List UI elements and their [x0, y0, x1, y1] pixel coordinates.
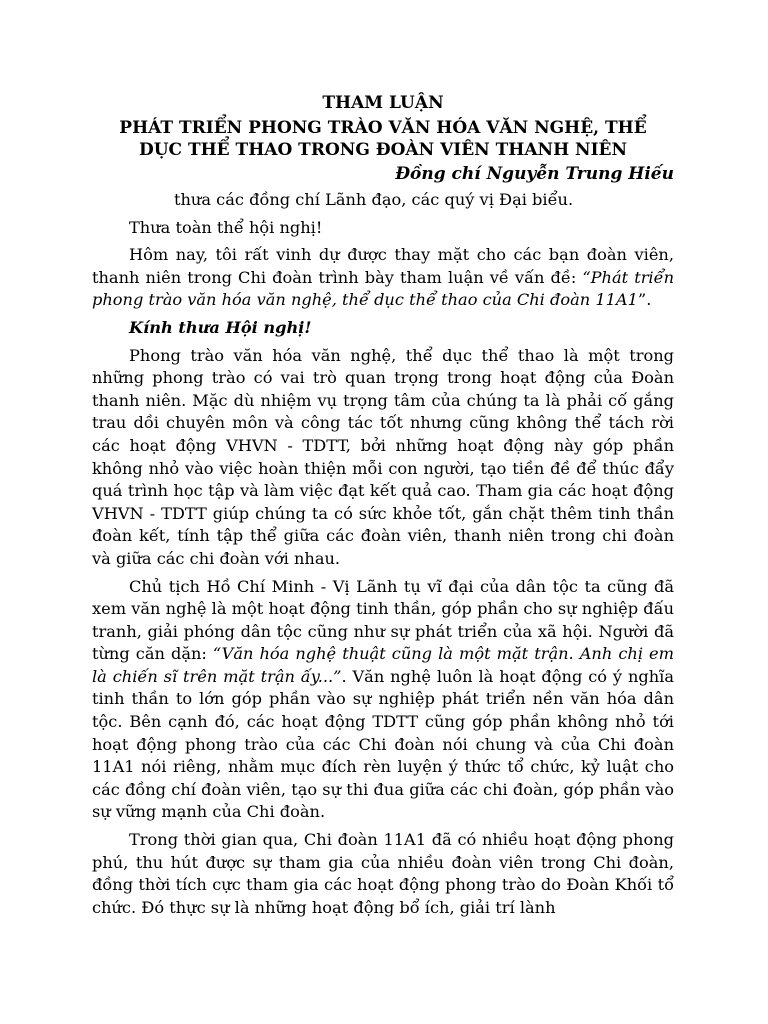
intro-text: Hôm nay, tôi rất vinh dự được thay mặt cho các bạn đoàn viên, thanh niên trong Chi đoàn trình bày tham luận về vấn đề: — [92, 245, 674, 287]
para2-end: . Văn nghệ luôn là hoạt động có ý nghĩa tinh thần to lớn góp phần vào sự nghiệp phát triển nền văn hóa dân tộc. Bên cạnh đó, các hoạt động TDTT cũng góp phần không nhỏ tới hoạt động phong trào của các Chi đoàn nói chung và của Chi đoàn 11A1 nói riêng, nhằm mục đích rèn luyện ý thức tổ chức, kỷ luật cho các đồng chí đoàn viên, tạo sự thi đua giữa các chi đoàn, góp phần vào sự vững mạnh của Chi đoàn. — [92, 666, 675, 822]
body-paragraph-2 — [92, 576, 674, 825]
intro-paragraph — [92, 244, 674, 312]
author-line: Đồng chí Nguyễn Trung Hiếu — [395, 164, 674, 184]
body-paragraph-1: Phong trào văn hóa văn nghệ, thể dục thể thao là một trong những phong trào có vai trò quan trọng trong hoạt động của Đoàn thanh niên. Mặc dù nhiệm vụ trọng tâm của chúng ta là phải cố gắng trau dồi chuyên môn và công tác tốt nhưng cũng không thể tách rời các hoạt động VHVN - TDTT, bởi những hoạt động này góp phần không nhỏ vào việc hoàn thiện mỗi con người, tạo tiền đề để thúc đẩy quá trình học tập và làm việc đạt kết quả cao. Tham gia các hoạt động VHVN - TDTT giúp chúng ta có sức khỏe tốt, gắn chặt thêm tinh thần đoàn kết, tính tập thể giữa các đoàn viên, thanh niên trong chi đoàn và giữa các chi đoàn với nhau. — [92, 345, 674, 568]
para2-start: Chủ tịch Hồ Chí Minh - Vị Lãnh tụ vĩ đại của dân tộc ta cũng đã xem văn nghệ là một hoạt động tinh thần, góp phần cho sự nghiệp đấu tranh, giải phóng dân tộc cũng như sự phát triển của xã hội. Người đã từng căn dặn: — [92, 576, 674, 664]
address-line: Kính thưa Hội nghị! — [129, 317, 312, 337]
ho-chi-minh-quote: “Văn hóa nghệ thuật cũng là một mặt trận. Anh chị em là chiến sĩ trên mặt trận ấy...” — [92, 644, 674, 686]
greeting-paragraph: thưa các đồng chí Lãnh đạo, các quý vị Đại biểu. — [174, 190, 574, 209]
body-paragraph-3: Trong thời gian qua, Chi đoàn 11A1 đã có nhiều hoạt động phong phú, thu hút được sự tham gia của nhiều đoàn viên trong Chi đoàn, đồng thời tích cực tham gia các hoạt động phong trào do Đoàn Khối tổ chức. Đó thực sự là những hoạt động bổ ích, giải trí lành — [92, 830, 674, 917]
document-title: PHÁT TRIỂN PHONG TRÀO VĂN HÓA VĂN NGHỆ, THỂ DỤC THỂ THAO TRONG ĐOÀN VIÊN THANH NIÊN — [119, 118, 647, 160]
intro-end: ”. — [637, 290, 652, 310]
document-label: THAM LUẬN — [322, 93, 444, 113]
greeting-paragraph-2: Thưa toàn thể hội nghị! — [129, 217, 323, 237]
intro-quote: “Phát triển phong trào văn hóa văn nghệ, thể dục thể thao của Chi đoàn 11A1 — [92, 267, 674, 310]
